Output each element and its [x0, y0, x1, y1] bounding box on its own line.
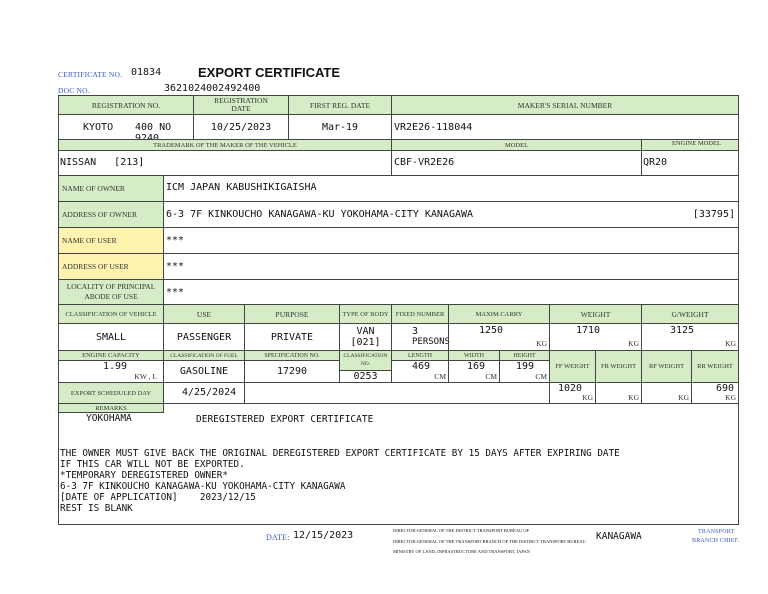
class-value: SMALL [58, 323, 164, 351]
maxim-unit: KG [536, 339, 547, 348]
length-cell [391, 360, 449, 383]
remarks-place: YOKOHAMA [86, 413, 132, 424]
capacity-unit: KW , L [134, 372, 157, 381]
serial-label: MAKER'S SERIAL NUMBER [391, 95, 739, 115]
height-label: HEIGHT [499, 350, 550, 361]
fixed-value-cell [391, 323, 449, 351]
certificate-no: 01834 [131, 67, 162, 78]
owner-name: ICM JAPAN KABUSHIKIGAISHA [163, 175, 739, 202]
rf-weight-cell [641, 382, 692, 404]
doc-no-label: DOC NO. [58, 86, 90, 95]
height-cell [499, 360, 550, 383]
fixed-value: 3 [412, 326, 419, 337]
weight-unit: KG [628, 339, 639, 348]
reg-date-label-2: DATE [231, 104, 251, 113]
classification-no-label [339, 350, 392, 371]
capacity-value: 1.99 [103, 361, 128, 372]
spec-no-value: 17290 [244, 360, 340, 383]
rr-weight-value: 690 [715, 383, 734, 394]
reg-no: 400 NO [135, 122, 172, 133]
fr-weight-cell [595, 382, 642, 404]
body-value: VAN [021] [339, 323, 392, 351]
document-title: EXPORT CERTIFICATE [198, 65, 341, 80]
owner-address-text: 6-3 7F KINKOUCHO KANAGAWA-KU YOKOHAMA-CITY KANAGAWA [166, 209, 474, 220]
owner-address [163, 201, 739, 228]
director-general-line-3: MINISTRY OF LAND, INFRASTRUCTURE AND TRANSPORT, JAPAN [393, 549, 531, 554]
doc-no: 3621024002492400 [164, 83, 261, 94]
user-address-label: ADDRESS OF USER [58, 253, 164, 280]
ff-weight-cell [549, 382, 596, 404]
purpose-value: PRIVATE [244, 323, 340, 351]
ff-weight-value: 1020 [558, 383, 583, 394]
gweight-unit: KG [725, 339, 736, 348]
reg-city: KYOTO [83, 122, 114, 133]
weight-value-cell [549, 323, 642, 351]
use-label: USE [163, 304, 245, 324]
gweight-label: G/WEIGHT [641, 304, 739, 324]
weight-value: 1710 [576, 325, 601, 336]
reg-date-label [193, 95, 289, 115]
use-value: PASSENGER [163, 323, 245, 351]
fr-weight-unit: KG [628, 393, 639, 402]
locality-label-1: LOCALITY OF PRINCIPAL [66, 282, 156, 291]
maxim-value-cell [448, 323, 550, 351]
capacity-cell [58, 360, 164, 383]
rr-weight-unit: KG [725, 393, 736, 402]
ff-weight-label: FF WEIGHT [549, 350, 596, 383]
remarks-line-2: IF THIS CAR WILL NOT BE EXPORTED. [60, 459, 245, 470]
fuel-value: GASOLINE [163, 360, 245, 383]
remarks-main-line: DEREGISTERED EXPORT CERTIFICATE [196, 414, 374, 425]
date-label: DATE: [266, 533, 290, 542]
reg-date-label-1: REGISTRATION [214, 96, 268, 105]
fixed-unit: PERSONS [412, 337, 450, 347]
reg-date: 10/25/2023 [193, 114, 289, 140]
model-label: MODEL [391, 139, 642, 151]
class-label: CLASSIFICATION OF VEHICLE [58, 304, 164, 324]
remarks-line-3: *TEMPORARY DEREGISTERED OWNER* [60, 470, 228, 481]
user-address: *** [163, 253, 739, 280]
date-value: 12/15/2023 [293, 530, 354, 541]
first-reg-date: Mar-19 [288, 114, 392, 140]
user-name-label: NAME OF USER [58, 227, 164, 254]
rr-weight-label: RR WEIGHT [691, 350, 739, 383]
remarks-line-1: THE OWNER MUST GIVE BACK THE ORIGINAL DEREGISTERED EXPORT CERTIFICATE BY 15 DAYS AFTER EXPIRING DATE [60, 448, 620, 459]
trademark-label: TRADEMARK OF THE MAKER OF THE VEHICLE [58, 139, 392, 151]
rf-weight-unit: KG [678, 393, 689, 402]
remarks-line-6: REST IS BLANK [60, 503, 133, 514]
gweight-value-cell [641, 323, 739, 351]
width-cell [448, 360, 500, 383]
maxim-value: 1250 [479, 325, 504, 336]
classification-no-value: 0253 [339, 370, 392, 383]
branch-chief-line-1: TRANSPORT [698, 529, 735, 535]
director-general-line-1: DIRECTOR-GENERAL OF THE DISTRICT TRANSPORT BUREAU OF [393, 528, 530, 533]
body-label: TYPE OF BODY [339, 304, 392, 324]
capacity-label: ENGINE CAPACITY [58, 350, 164, 361]
engine-model: QR20 [641, 150, 739, 176]
classification-label-2: NO. [360, 361, 371, 367]
export-scheduled-value: 4/25/2024 [163, 382, 245, 404]
footer-place: KANAGAWA [596, 531, 642, 542]
branch-chief-line-2: BRANCH CHIEF. [692, 538, 740, 544]
director-general-line-2: DIRECTOR-GENERAL OF THE TRANSPORT BRANCH OF THE DISTRICT TRANSPORT BUREAU [393, 539, 586, 544]
ff-weight-unit: KG [582, 393, 593, 402]
classification-label-1: CLASSIFICATION [343, 353, 388, 359]
gweight-value: 3125 [670, 325, 695, 336]
owner-address-code: [33795] [692, 209, 735, 220]
maxim-label: MAXIM.CARRY [448, 304, 550, 324]
spec-no-label: SPECIFICATION NO. [244, 350, 340, 361]
rr-weight-cell [691, 382, 739, 404]
width-label: WIDTH [448, 350, 500, 361]
height-unit: CM [535, 372, 547, 381]
width-unit: CM [485, 372, 497, 381]
locality: *** [163, 279, 739, 305]
locality-label [58, 279, 164, 305]
height-value: 199 [516, 361, 535, 372]
rf-weight-label: RF WEIGHT [641, 350, 692, 383]
remarks-label: REMARKS [58, 403, 164, 413]
purpose-label: PURPOSE [244, 304, 340, 324]
engine-model-label: ENGINE MODEL [641, 139, 739, 151]
locality-label-2: ABODE OF USE [84, 292, 138, 301]
fuel-label: CLASSIFICATION OF FUEL [163, 350, 245, 361]
trademark: NISSAN [213] [58, 150, 392, 176]
width-value: 169 [467, 361, 486, 372]
reg-no-label: REGISTRATION NO. [58, 95, 194, 115]
model: CBF-VR2E26 [391, 150, 642, 176]
owner-address-label: ADDRESS OF OWNER [58, 201, 164, 228]
fixed-label: FIXED NUMBER [391, 304, 449, 324]
remarks-line-4: 6-3 7F KINKOUCHO KANAGAWA-KU YOKOHAMA-CITY KANAGAWA [60, 481, 346, 492]
serial-number: VR2E26-118044 [391, 114, 739, 140]
export-scheduled-label: EXPORT SCHEDULED DAY [58, 382, 164, 404]
fr-weight-label: FR WEIGHT [595, 350, 642, 383]
remarks-line-5: [DATE OF APPLICATION] 2023/12/15 [60, 492, 256, 503]
reg-no-cell [58, 114, 194, 140]
user-name: *** [163, 227, 739, 254]
first-reg-label: FIRST REG. DATE [288, 95, 392, 115]
length-value: 469 [412, 361, 431, 372]
length-label: LENGTH [391, 350, 449, 361]
owner-name-label: NAME OF OWNER [58, 175, 164, 202]
length-unit: CM [434, 372, 446, 381]
weight-label: WEIGHT [549, 304, 642, 324]
certificate-no-label: CERTIFICATE NO. [58, 70, 123, 79]
